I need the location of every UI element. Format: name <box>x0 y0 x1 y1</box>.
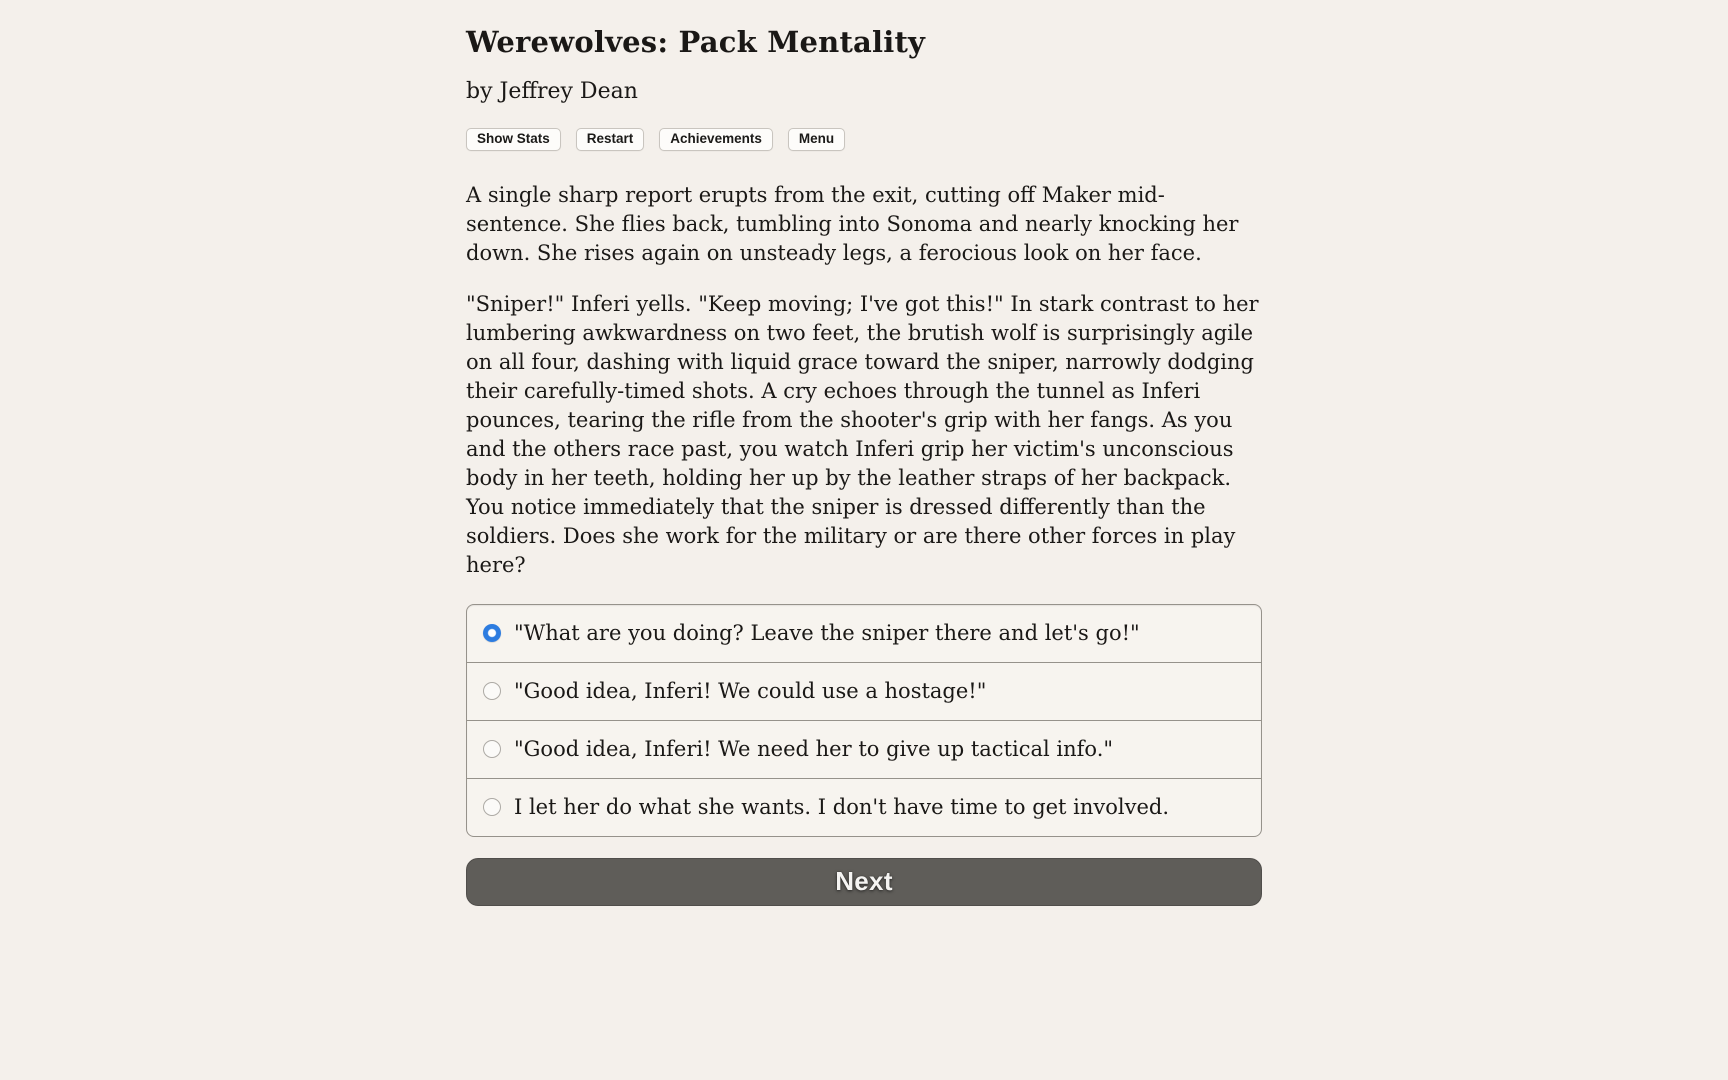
choice-option-1[interactable] <box>467 605 1261 662</box>
achievements-button[interactable]: Achievements <box>659 128 773 151</box>
choice-option-2[interactable] <box>467 662 1261 720</box>
choice-option-label: "What are you doing? Leave the sniper there and let's go!" <box>514 620 1140 645</box>
game-author: by Jeffrey Dean <box>466 79 638 105</box>
choice-option-3[interactable] <box>467 720 1261 778</box>
choice-option-label: "Good idea, Inferi! We could use a hostage!" <box>514 678 987 703</box>
header-buttons <box>466 128 1262 151</box>
show-stats-button[interactable]: Show Stats <box>466 128 561 151</box>
choice-option-label: "Good idea, Inferi! We need her to give up tactical info." <box>514 736 1114 761</box>
restart-button[interactable]: Restart <box>576 128 645 151</box>
choice-list <box>466 604 1262 837</box>
radio-unselected-icon[interactable] <box>483 798 501 816</box>
next-button[interactable]: Next <box>466 858 1262 906</box>
story-paragraph-1: A single sharp report erupts from the exit, cutting off Maker mid-sentence. She flies back, tumbling into Sonoma and nearly knocking her down. She rises again on unsteady legs, a ferocious look on her face. <box>466 182 1239 265</box>
story-paragraph-2: "Sniper!" Inferi yells. "Keep moving; I've got this!" In stark contrast to her lumbering awkwardness on two feet, the brutish wolf is surprisingly agile on all four, dashing with liquid grace toward the sniper, narrowly dodging their carefully-timed shots. A cry echoes through the tunnel as Inferi pounces, tearing the rifle from the shooter's grip with her fangs. As you and the others race past, you watch Inferi grip her victim's unconscious body in her teeth, holding her up by the leather straps of her backpack. You notice immediately that the sniper is dressed differently than the soldiers. Does she work for the military or are there other forces in play here? <box>466 291 1259 577</box>
radio-unselected-icon[interactable] <box>483 682 501 700</box>
menu-button[interactable]: Menu <box>788 128 845 151</box>
choice-option-4[interactable] <box>467 778 1261 836</box>
story-text <box>466 181 1262 580</box>
game-title: Werewolves: Pack Mentality <box>466 25 926 59</box>
game-content <box>466 0 1262 906</box>
radio-unselected-icon[interactable] <box>483 740 501 758</box>
choice-option-label: I let her do what she wants. I don't have time to get involved. <box>514 794 1170 819</box>
radio-selected-icon[interactable] <box>483 624 501 642</box>
